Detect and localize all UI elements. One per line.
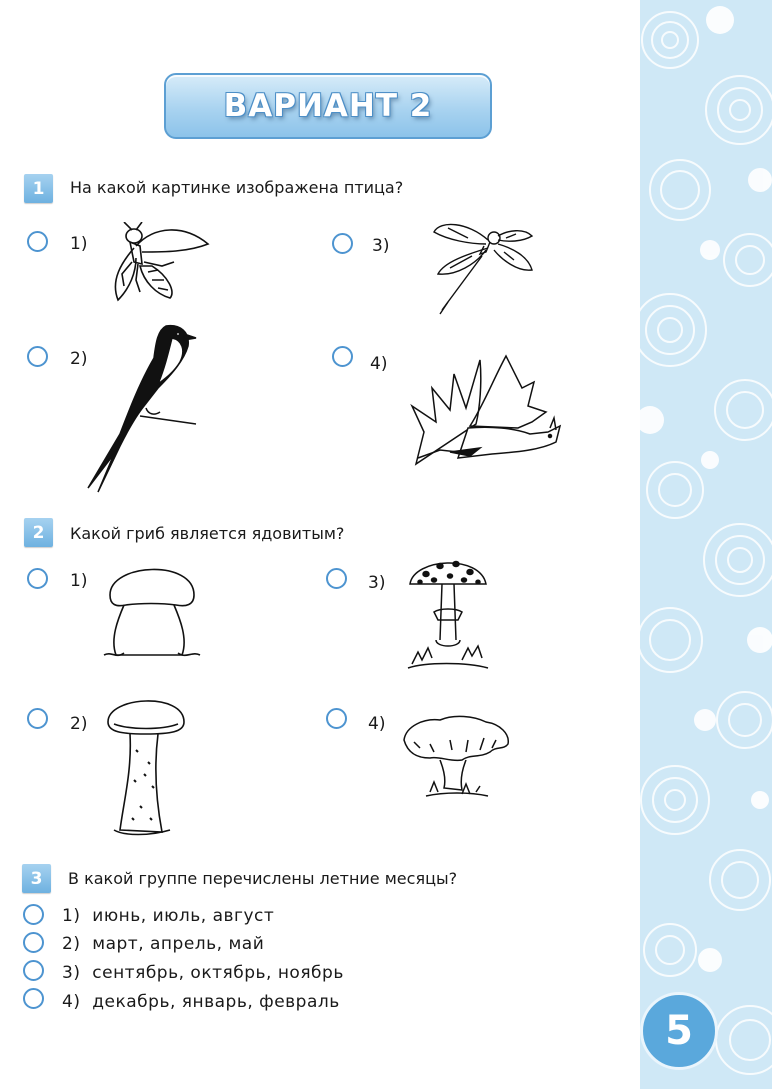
variant-title-banner (164, 73, 492, 139)
q3-option-1-label: 1) (62, 906, 81, 926)
q3-option-1-radio[interactable] (23, 904, 44, 925)
decorative-side-strip (640, 0, 772, 1089)
fly-agaric-picture (406, 548, 490, 676)
q3-option-3 (62, 963, 344, 983)
q2-option-2-radio[interactable] (27, 708, 48, 729)
q1-option-4-radio[interactable] (332, 346, 353, 367)
swallow-picture (84, 322, 200, 496)
q3-option-4-text: декабрь, январь, февраль (92, 992, 340, 1012)
porcini-mushroom-picture (102, 555, 202, 663)
q1-option-2-radio[interactable] (27, 346, 48, 367)
q3-option-3-label: 3) (62, 963, 81, 983)
q2-option-3-label: 3) (368, 573, 386, 593)
question-2-number: 2 (24, 518, 53, 547)
bat-picture (410, 352, 562, 466)
q1-option-1-label: 1) (70, 234, 88, 254)
birch-bolete-picture (104, 690, 188, 840)
variant-title: ВАРИАНТ 2 (223, 88, 433, 124)
q2-option-3-radio[interactable] (326, 568, 347, 589)
dragonfly-picture (428, 218, 534, 318)
q2-option-4-radio[interactable] (326, 708, 347, 729)
q2-option-2-label: 2) (70, 714, 88, 734)
page-number: 5 (640, 992, 718, 1070)
q2-option-1-label: 1) (70, 571, 88, 591)
q1-option-2-label: 2) (70, 349, 88, 369)
question-3-text: В какой группе перечислены летние месяцы? (68, 869, 458, 888)
q1-option-3-radio[interactable] (332, 233, 353, 254)
q3-option-2-label: 2) (62, 934, 81, 954)
q1-option-1-radio[interactable] (27, 231, 48, 252)
question-2-text: Какой гриб является ядовитым? (70, 524, 345, 543)
chanterelle-picture (400, 710, 512, 804)
question-1-text: На какой картинке изображена птица? (70, 178, 404, 197)
q3-option-4-label: 4) (62, 992, 81, 1012)
q2-option-4-label: 4) (368, 714, 386, 734)
q1-option-4-label: 4) (370, 354, 388, 374)
q3-option-2-radio[interactable] (23, 932, 44, 953)
q3-option-4 (62, 992, 340, 1012)
q3-option-2-text: март, апрель, май (92, 934, 265, 954)
wasp-picture (104, 222, 216, 310)
q3-option-1-text: июнь, июль, август (92, 906, 275, 926)
q3-option-3-radio[interactable] (23, 960, 44, 981)
question-1-number: 1 (24, 174, 53, 203)
q3-option-3-text: сентябрь, октябрь, ноябрь (92, 963, 344, 983)
question-3-number: 3 (22, 864, 51, 893)
q2-option-1-radio[interactable] (27, 568, 48, 589)
q3-option-4-radio[interactable] (23, 988, 44, 1009)
q3-option-1 (62, 906, 274, 926)
q3-option-2 (62, 934, 264, 954)
q1-option-3-label: 3) (372, 236, 390, 256)
